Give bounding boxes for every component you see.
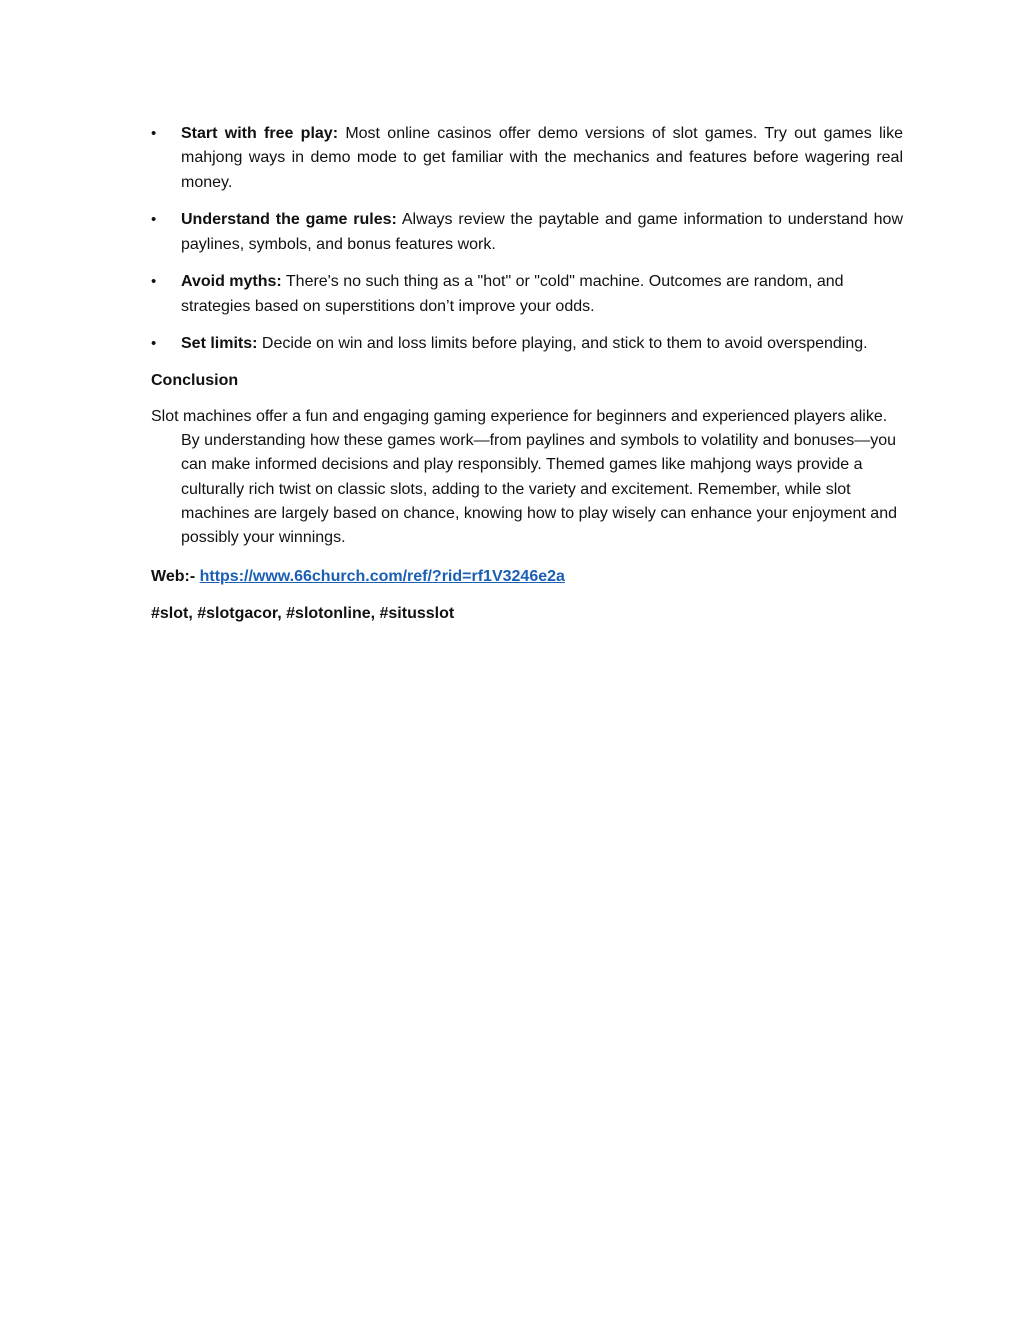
tip-label: Understand the game rules:: [181, 211, 397, 229]
tip-text: Always review the paytable and game information to understand how paylines, symbols, and bonus features work.: [181, 211, 904, 253]
web-line: [151, 565, 903, 589]
bullet-icon: •: [151, 125, 157, 142]
document-page: [151, 122, 903, 626]
web-label: Web:-: [151, 567, 196, 585]
conclusion-heading: Conclusion: [151, 371, 239, 389]
tip-text: Most online casinos offer demo versions of slot games. Try out games like mahjong ways in demo mode to get familiar with the mechanics and features before wagering real money.: [181, 125, 903, 191]
tips-list: [151, 122, 903, 355]
tip-label: Avoid myths:: [181, 273, 282, 291]
tip-text: Decide on win and loss limits before playing, and stick to them to avoid overspending.: [257, 334, 868, 352]
conclusion-paragraph: Slot machines offer a fun and engaging gaming experience for beginners and experienced players alike. By understanding how these games work—from paylines and symbols to volatility and bonuses—you can make informed decisions and play responsibly. Themed games like mahjong ways provide a culturally rich twist on classic slots, adding to the variety and excitement. Remember, while slot machines are largely based on chance, knowing how to play wisely can enhance your enjoyment and possibly your winnings.: [151, 407, 897, 547]
bullet-icon: •: [151, 273, 157, 291]
list-item: [151, 122, 903, 195]
list-item: [151, 270, 903, 319]
hashtags: #slot, #slotgacor, #slotonline, #situsslot: [151, 604, 455, 622]
web-link[interactable]: https://www.66church.com/ref/?rid=rf1V3246e2a: [199, 567, 565, 585]
tip-label: Start with free play:: [181, 125, 339, 142]
tip-text: There's no such thing as a "hot" or "cold" machine. Outcomes are random, and strategies based on superstitions don’t improve your odds.: [181, 273, 844, 315]
bullet-icon: •: [151, 334, 157, 352]
tip-label: Set limits:: [181, 334, 258, 352]
list-item: [151, 333, 903, 355]
bullet-icon: •: [151, 211, 157, 229]
list-item: [151, 208, 903, 257]
